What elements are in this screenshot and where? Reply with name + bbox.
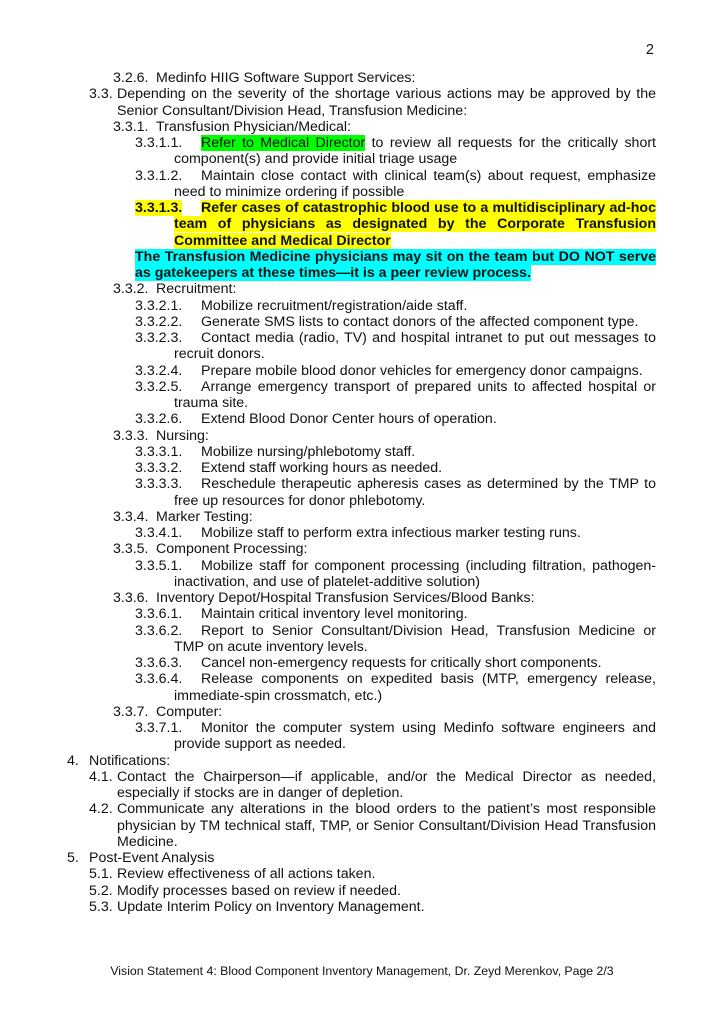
- item-number: 4.: [67, 752, 79, 769]
- item-text: Extend Blood Donor Center hours of operation.: [201, 411, 497, 428]
- list-item: [0, 281, 724, 297]
- item-number: 4.2.: [89, 801, 113, 818]
- list-item: [0, 119, 724, 135]
- item-number: 3.3.5.1.: [135, 557, 183, 574]
- item-text: Depending on the severity of the shortage various actions may be approved by the Senior Consultant/Division Head, Transfusion Medicine:: [117, 86, 656, 119]
- item-text: Recruitment:: [156, 281, 237, 298]
- yellow-highlight: Refer cases of catastrophic blood use to a multidisciplinary ad-hoc team of physicians as designated by the Corporate Transfusion Committee and Medical Director: [174, 200, 656, 249]
- item-text: Prepare mobile blood donor vehicles for emergency donor campaigns.: [201, 362, 643, 379]
- cyan-highlight: The Transfusion Medicine physicians may sit on the team but DO NOT serve as gatekeepers at these times—it is a peer review process.: [135, 248, 656, 281]
- list-item: [0, 720, 724, 753]
- item-text: Notifications:: [89, 752, 171, 769]
- item-number: 5.: [67, 850, 79, 866]
- list-item: [0, 525, 724, 541]
- item-text: Component Processing:: [156, 541, 308, 558]
- item-number: 3.3.1.1.: [135, 135, 183, 151]
- item-number: 3.3.2.: [113, 281, 149, 298]
- item-text: Update Interim Policy on Inventory Management.: [117, 898, 425, 915]
- list-item: [0, 883, 724, 899]
- item-text: Release components on expedited basis (MTP, emergency release, immediate-spin crossmatch, etc.): [174, 671, 656, 704]
- item-number: 4.1.: [89, 768, 113, 785]
- item-number: 5.1.: [89, 866, 113, 883]
- item-text: Computer:: [156, 703, 223, 720]
- item-text: Contact the Chairperson—if applicable, and/or the Medical Director as needed, especially if stocks are in danger of depletion.: [117, 768, 656, 801]
- list-item-highlighted: [0, 200, 724, 249]
- item-text: Inventory Depot/Hospital Transfusion Services/Blood Banks:: [156, 590, 535, 606]
- item-text: Review effectiveness of all actions taken.: [117, 866, 376, 883]
- item-number: 3.3.2.2.: [135, 313, 183, 330]
- item-number: 3.3.3.3.: [135, 476, 183, 493]
- item-text: Arrange emergency transport of prepared units to affected hospital or trauma site.: [174, 378, 656, 411]
- item-text: Maintain close contact with clinical team(s) about request, emphasize need to minimize ordering if possible: [174, 167, 656, 200]
- list-item: [0, 606, 724, 622]
- item-number: 3.3.2.6.: [135, 411, 183, 428]
- list-item: [0, 509, 724, 525]
- list-item: [0, 460, 724, 476]
- cyan-note: [135, 249, 656, 282]
- item-text: Post-Event Analysis: [89, 850, 215, 866]
- item-number: 3.3.7.1.: [135, 720, 183, 736]
- section-heading: [0, 850, 724, 866]
- list-item: [0, 769, 724, 802]
- item-number: 3.3.2.3.: [135, 330, 183, 346]
- list-item: [0, 801, 724, 850]
- item-text: Reschedule therapeutic apheresis cases as determined by the TMP to free up resources for donor phlebotomy.: [174, 476, 656, 509]
- item-text: Medinfo HIIG Software Support Services:: [156, 70, 416, 86]
- list-item: [0, 298, 724, 314]
- page-footer: Vision Statement 4: Blood Component Inventory Management, Dr. Zeyd Merenkov, Page 2/3: [110, 964, 614, 978]
- item-number: 3.3.6.: [113, 590, 149, 606]
- item-text: Maintain critical inventory level monitoring.: [201, 606, 468, 623]
- list-item: [0, 541, 724, 557]
- page-number: 2: [645, 42, 654, 58]
- item-number: 3.3.2.1.: [135, 297, 183, 314]
- document-body: [0, 70, 724, 915]
- item-number: 3.3.2.4.: [135, 362, 183, 379]
- item-text: Modify processes based on review if needed.: [117, 882, 401, 899]
- list-item: [0, 476, 724, 509]
- list-item: [0, 168, 724, 201]
- list-item: [0, 70, 724, 86]
- item-text: Mobilize nursing/phlebotomy staff.: [201, 443, 416, 460]
- item-text: Nursing:: [156, 427, 209, 444]
- item-text: Marker Testing:: [156, 508, 253, 525]
- item-number: 3.3.4.: [113, 508, 149, 525]
- item-number: 3.2.6.: [113, 70, 149, 86]
- item-text: Mobilize recruitment/registration/aide staff.: [201, 297, 468, 314]
- list-item: [0, 379, 724, 412]
- list-item: [0, 558, 724, 591]
- section-heading: [0, 753, 724, 769]
- list-item: [0, 330, 724, 363]
- list-item: [0, 671, 724, 704]
- item-number: 3.3.3.2.: [135, 460, 183, 476]
- item-number: 3.3.3.1.: [135, 443, 183, 460]
- item-text: Generate SMS lists to contact donors of the affected component type.: [201, 313, 639, 330]
- item-text: Report to Senior Consultant/Division Head, Transfusion Medicine or TMP on acute inventory levels.: [174, 622, 656, 655]
- item-number: 3.3.5.: [113, 541, 149, 558]
- item-number: 3.3.1.: [113, 118, 149, 135]
- item-number: 3.3.3.: [113, 427, 149, 444]
- item-text: Extend staff working hours as needed.: [201, 460, 443, 476]
- item-text-rest: to review all requests for the critically short component(s) and provide initial triage usage: [174, 135, 656, 168]
- item-text: [174, 200, 656, 249]
- item-text: [174, 135, 656, 168]
- item-text: Cancel non-emergency requests for critically short components.: [201, 655, 602, 671]
- item-number: 3.3.6.4.: [135, 671, 183, 688]
- item-number: 3.3.6.1.: [135, 606, 183, 623]
- item-number: 3.3.4.1.: [135, 525, 183, 541]
- item-number: 3.3.: [89, 86, 113, 103]
- list-item: [0, 444, 724, 460]
- green-highlight: Refer to Medical Director: [201, 135, 366, 151]
- list-item: [0, 655, 724, 671]
- item-number: 3.3.1.3.: [135, 200, 183, 216]
- list-item: [0, 623, 724, 656]
- item-number: 3.3.6.3.: [135, 655, 183, 671]
- item-number: 3.3.1.2.: [135, 167, 183, 184]
- list-item: [0, 411, 724, 427]
- item-text: Monitor the computer system using Medinfo software engineers and provide support as needed.: [174, 720, 656, 753]
- item-text: Transfusion Physician/Medical:: [156, 118, 352, 135]
- list-item: [0, 866, 724, 882]
- item-number: 3.3.2.5.: [135, 378, 183, 395]
- list-item: [0, 899, 724, 915]
- list-item: [0, 704, 724, 720]
- item-text: Mobilize staff for component processing (including filtration, pathogen-inactivation, and use of platelet-additive solution): [174, 557, 656, 590]
- item-number: 5.3.: [89, 898, 113, 915]
- item-number: 3.3.6.2.: [135, 622, 183, 639]
- item-number: 3.3.7.: [113, 703, 149, 720]
- item-number: 5.2.: [89, 882, 113, 899]
- list-item: [0, 428, 724, 444]
- item-text: Communicate any alterations in the blood orders to the patient’s most responsible physician by TM technical staff, TMP, or Senior Consultant/Division Head Transfusion Medicine.: [117, 801, 656, 850]
- list-item: [0, 314, 724, 330]
- list-item: [0, 363, 724, 379]
- item-text: Mobilize staff to perform extra infectious marker testing runs.: [201, 525, 581, 541]
- list-item: [0, 86, 724, 119]
- item-text: Contact media (radio, TV) and hospital intranet to put out messages to recruit donors.: [174, 330, 656, 363]
- list-item: [0, 135, 724, 168]
- list-item: [0, 590, 724, 606]
